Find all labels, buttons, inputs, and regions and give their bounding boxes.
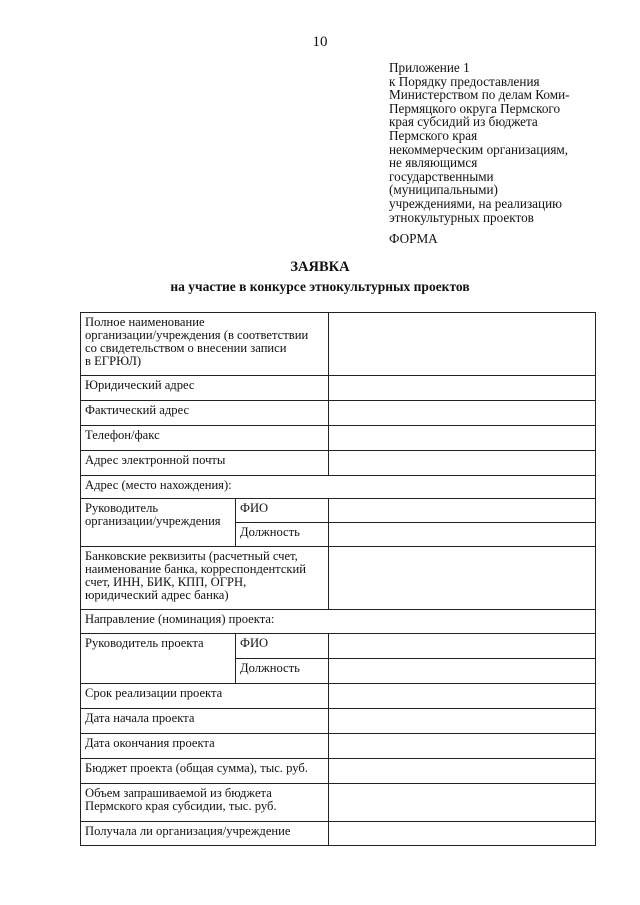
table-row — [81, 709, 596, 734]
label-line: организации/учреждения (в соответствии — [85, 328, 309, 342]
form-label: ФОРМА — [389, 231, 438, 246]
document-subtitle: на участие в конкурсе этнокультурных проектов — [170, 279, 470, 294]
document-title: ЗАЯВКА — [290, 259, 350, 275]
application-form-table — [80, 312, 596, 846]
subsidy-field[interactable] — [329, 784, 596, 822]
received-field[interactable] — [329, 822, 596, 846]
label-line: счет, ИНН, БИК, КПП, ОГРН, — [85, 575, 247, 589]
project-head-fio-label: ФИО — [236, 634, 329, 659]
appendix-line: учреждениями, на реализацию — [389, 195, 562, 211]
org-head-label — [81, 499, 236, 547]
label-line: организации/учреждения — [85, 514, 221, 528]
actual-address-field[interactable] — [329, 401, 596, 426]
table-row — [81, 610, 596, 634]
table-row — [81, 684, 596, 709]
term-label: Срок реализации проекта — [81, 684, 329, 709]
label-line: наименование банка, корреспондентский — [85, 562, 307, 576]
appendix-header — [389, 61, 629, 224]
label-line: Полное наименование — [85, 315, 205, 329]
org-head-fio-label: ФИО — [236, 499, 329, 523]
start-date-label: Дата начала проекта — [81, 709, 329, 734]
term-field[interactable] — [329, 684, 596, 709]
table-row — [81, 376, 596, 401]
table-row — [81, 784, 596, 822]
actual-address-label: Фактический адрес — [81, 401, 329, 426]
appendix-line: к Порядку предоставления — [389, 73, 540, 89]
appendix-line: Пермяцкого округа Пермского — [389, 100, 561, 116]
appendix-line: Пермского края — [389, 127, 478, 143]
budget-label: Бюджет проекта (общая сумма), тыс. руб. — [81, 759, 329, 784]
full-name-label — [81, 313, 329, 376]
org-head-fio-field[interactable] — [329, 499, 596, 523]
appendix-line: этнокультурных проектов — [389, 209, 534, 225]
legal-address-field[interactable] — [329, 376, 596, 401]
label-line: Руководитель — [85, 501, 159, 515]
label-line: со свидетельством о внесении записи — [85, 341, 287, 355]
email-field[interactable] — [329, 451, 596, 476]
label-line: в ЕГРЮЛ) — [85, 354, 142, 368]
appendix-line: некоммерческим организациям, — [389, 141, 569, 157]
table-row — [81, 401, 596, 426]
org-head-position-label: Должность — [236, 523, 329, 547]
full-name-field[interactable] — [329, 313, 596, 376]
direction-label: Направление (номинация) проекта: — [81, 610, 596, 634]
label-line: Пермского края субсидии, тыс. руб. — [85, 799, 277, 813]
table-row — [81, 734, 596, 759]
bank-details-label — [81, 547, 329, 610]
org-head-position-field[interactable] — [329, 523, 596, 547]
appendix-line: государственными — [389, 168, 494, 184]
project-head-fio-field[interactable] — [329, 634, 596, 659]
table-row — [81, 451, 596, 476]
phone-fax-label: Телефон/факс — [81, 426, 329, 451]
table-row — [81, 634, 596, 659]
appendix-line: (муниципальными) — [389, 182, 498, 198]
appendix-line: Приложение 1 — [389, 60, 470, 75]
project-head-position-field[interactable] — [329, 659, 596, 684]
page-number: 10 — [312, 34, 328, 50]
label-line: Банковские реквизиты (расчетный счет, — [85, 549, 298, 563]
table-row — [81, 476, 596, 499]
end-date-field[interactable] — [329, 734, 596, 759]
legal-address-label: Юридический адрес — [81, 376, 329, 401]
label-line: юридический адрес банка) — [85, 588, 229, 602]
location-label: Адрес (место нахождения): — [81, 476, 596, 499]
budget-field[interactable] — [329, 759, 596, 784]
phone-fax-field[interactable] — [329, 426, 596, 451]
start-date-field[interactable] — [329, 709, 596, 734]
appendix-line: края субсидий из бюджета — [389, 114, 538, 130]
table-row — [81, 426, 596, 451]
table-row — [81, 313, 596, 376]
label-line: Объем запрашиваемой из бюджета — [85, 786, 272, 800]
table-row — [81, 822, 596, 846]
table-row — [81, 547, 596, 610]
email-label: Адрес электронной почты — [81, 451, 329, 476]
received-label: Получала ли организация/учреждение — [81, 822, 329, 846]
project-head-position-label: Должность — [236, 659, 329, 684]
bank-details-field[interactable] — [329, 547, 596, 610]
table-row — [81, 759, 596, 784]
end-date-label: Дата окончания проекта — [81, 734, 329, 759]
project-head-label: Руководитель проекта — [81, 634, 236, 684]
subsidy-label — [81, 784, 329, 822]
table-row — [81, 499, 596, 523]
appendix-line: не являющимся — [389, 155, 478, 171]
appendix-line: Министерством по делам Коми- — [389, 87, 570, 103]
